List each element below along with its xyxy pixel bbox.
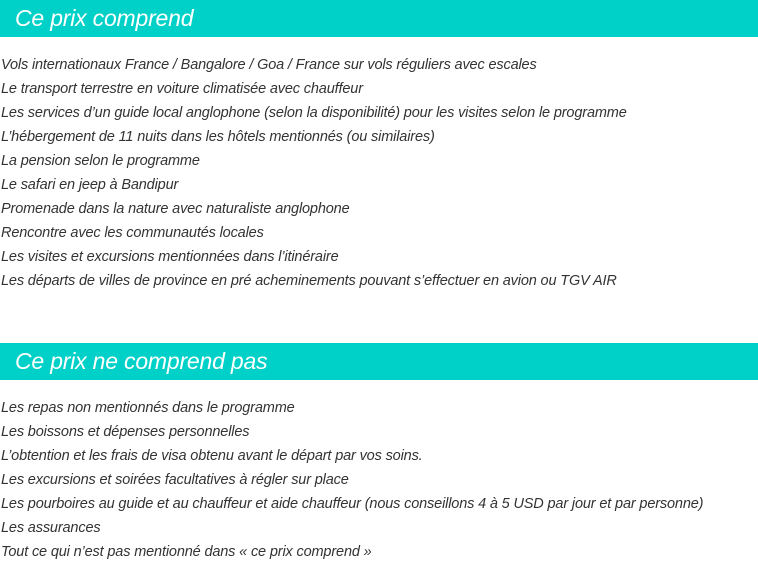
excluded-item: Les repas non mentionnés dans le programme (1, 400, 295, 416)
included-items-list (1, 53, 627, 293)
excluded-item: L’obtention et les frais de visa obtenu avant le départ par vos soins. (1, 448, 423, 464)
included-item: Rencontre avec les communautés locales (1, 225, 264, 241)
included-item: Le safari en jeep à Bandipur (1, 177, 179, 193)
included-item: Promenade dans la nature avec naturaliste anglophone (1, 201, 350, 217)
included-section-title: Ce prix comprend (15, 5, 194, 31)
excluded-section-header (0, 343, 758, 380)
included-item: Les services d’un guide local anglophone (selon la disponibilité) pour les visites selon le programme (1, 105, 627, 121)
excluded-item: Tout ce qui n’est pas mentionné dans « ce prix comprend » (1, 544, 372, 560)
included-item: Le transport terrestre en voiture climatisée avec chauffeur (1, 81, 363, 97)
included-section-header (0, 0, 758, 37)
included-item: Vols internationaux France / Bangalore / Goa / France sur vols réguliers avec escales (1, 57, 537, 73)
excluded-item: Les excursions et soirées facultatives à régler sur place (1, 472, 349, 488)
included-item: Les départs de villes de province en pré acheminements pouvant s’effectuer en avion ou TGV AIR (1, 273, 617, 289)
excluded-item: Les boissons et dépenses personnelles (1, 424, 250, 440)
excluded-section-title: Ce prix ne comprend pas (15, 348, 268, 374)
excluded-item: Les pourboires au guide et au chauffeur et aide chauffeur (nous conseillons 4 à 5 USD par jour et par personne) (1, 496, 704, 512)
included-item: L’hébergement de 11 nuits dans les hôtels mentionnés (ou similaires) (1, 129, 435, 145)
included-item: Les visites et excursions mentionnées dans l’itinéraire (1, 249, 339, 265)
included-item: La pension selon le programme (1, 153, 200, 169)
excluded-item: Les assurances (1, 520, 101, 536)
excluded-items-list (1, 396, 703, 564)
